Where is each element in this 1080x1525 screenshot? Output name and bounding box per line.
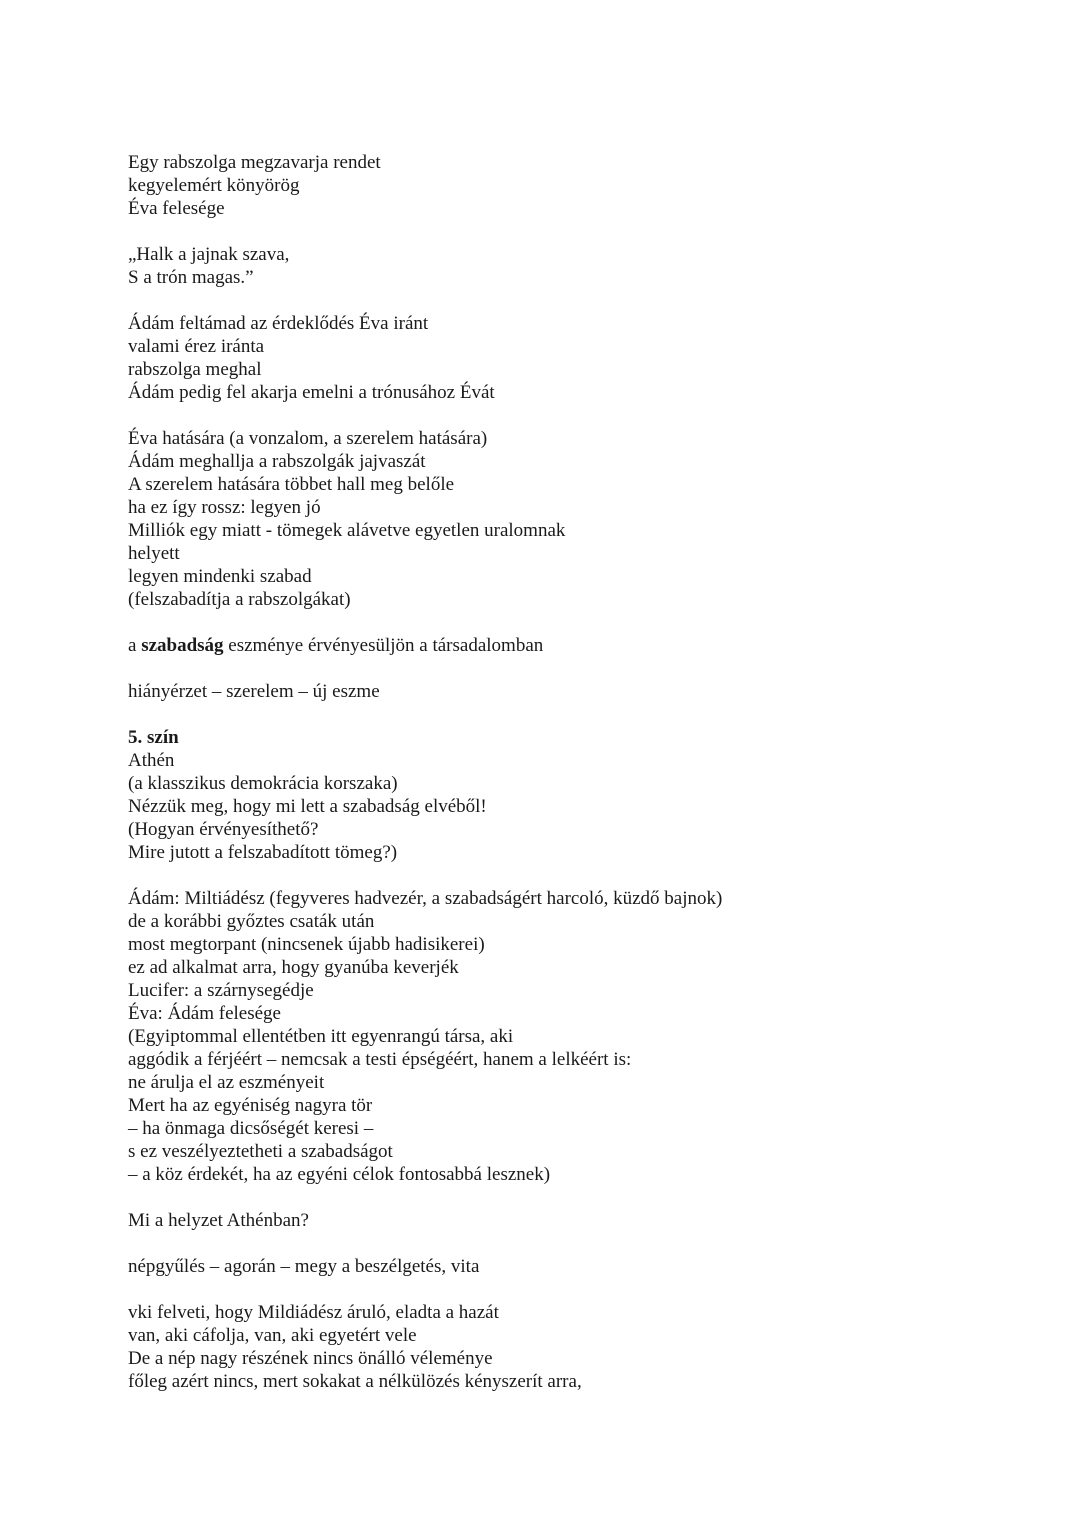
text-line: (felszabadítja a rabszolgákat) xyxy=(128,589,351,610)
text-line: ez ad alkalmat arra, hogy gyanúba keverjék xyxy=(128,957,459,978)
quote-line: S a trón magas.” xyxy=(128,267,254,288)
text-line: de a korábbi győztes csaták után xyxy=(128,911,375,932)
text-line: Éva hatására (a vonzalom, a szerelem hatására) xyxy=(128,428,488,449)
text-line: Nézzük meg, hogy mi lett a szabadság elvéből! xyxy=(128,796,487,817)
text-line: Athén xyxy=(128,750,175,771)
text-line: (Hogyan érvényesíthető? xyxy=(128,819,319,840)
text-line: s ez veszélyeztetheti a szabadságot xyxy=(128,1141,393,1162)
text-line: – ha önmaga dicsőségét keresi – xyxy=(128,1118,374,1139)
text-line: Egy rabszolga megzavarja rendet xyxy=(128,152,381,173)
paragraph-athens xyxy=(128,749,1028,864)
text-line: A szerelem hatására többet hall meg belőle xyxy=(128,474,455,495)
text-line: Éva: Ádám felesége xyxy=(128,1003,281,1024)
text-line: főleg azért nincs, mert sokakat a nélkülözés kényszerít arra, xyxy=(128,1371,582,1392)
scene-title xyxy=(128,726,1028,749)
text-line: rabszolga meghal xyxy=(128,359,262,380)
freedom-keyword: szabadság xyxy=(141,635,224,656)
text-line: Ádám pedig fel akarja emelni a trónusához Évát xyxy=(128,382,495,403)
freedom-prefix: a xyxy=(128,635,142,656)
text-line: helyett xyxy=(128,543,180,564)
freedom-ideal-line xyxy=(128,634,1028,657)
text-line: legyen mindenki szabad xyxy=(128,566,312,587)
quote-block xyxy=(128,243,1028,289)
text-line: Ádám feltámad az érdeklődés Éva iránt xyxy=(128,313,429,334)
text-line: Milliók egy miatt - tömegek alávetve egyetlen uralomnak xyxy=(128,520,566,541)
text-line: – a köz érdekét, ha az egyéni célok fontosabbá lesznek) xyxy=(128,1164,551,1185)
text-line: (Egyiptommal ellentétben itt egyenrangú társa, aki xyxy=(128,1026,514,1047)
freedom-suffix: eszménye érvényesüljön a társadalomban xyxy=(223,635,544,656)
text-line: aggódik a férjéért – nemcsak a testi épségéért, hanem a lelkéért is: xyxy=(128,1049,632,1070)
paragraph-adam-interest xyxy=(128,312,1028,404)
text-line: Lucifer: a szárnysegédje xyxy=(128,980,314,1001)
text-line: kegyelemért könyörög xyxy=(128,175,300,196)
paragraph-eva-influence xyxy=(128,427,1028,611)
text-line: Mert ha az egyéniség nagyra tör xyxy=(128,1095,373,1116)
paragraph-slave-disturbs xyxy=(128,151,1028,220)
text-line: (a klasszikus demokrácia korszaka) xyxy=(128,773,398,794)
text-line: valami érez iránta xyxy=(128,336,265,357)
assembly-line: népgyűlés – agorán – megy a beszélgetés, vita xyxy=(128,1256,480,1277)
text-line: most megtorpant (nincsenek újabb hadisikerei) xyxy=(128,934,485,955)
text-line: Éva felesége xyxy=(128,198,225,219)
text-line: Ádám meghallja a rabszolgák jajvaszát xyxy=(128,451,426,472)
text-line: De a nép nagy részének nincs önálló véleménye xyxy=(128,1348,493,1369)
text-line: Ádám: Miltiádész (fegyveres hadvezér, a szabadságért harcoló, küzdő bajnok) xyxy=(128,888,723,909)
text-line: van, aki cáfolja, van, aki egyetért vele xyxy=(128,1325,417,1346)
text-line: vki felveti, hogy Mildiádész áruló, eladta a hazát xyxy=(128,1302,499,1323)
text-line: ne árulja el az eszményeit xyxy=(128,1072,325,1093)
quote-line: „Halk a jajnak szava, xyxy=(128,244,290,265)
text-line: Mire jutott a felszabadított tömeg?) xyxy=(128,842,398,863)
document-page xyxy=(128,151,1028,1393)
paragraph-characters xyxy=(128,887,1028,1186)
scene-title-text: 5. szín xyxy=(128,727,179,748)
text-line: ha ez így rossz: legyen jó xyxy=(128,497,321,518)
question-line: Mi a helyzet Athénban? xyxy=(128,1210,309,1231)
paragraph-accusation xyxy=(128,1301,1028,1393)
triad-line: hiányérzet – szerelem – új eszme xyxy=(128,681,380,702)
